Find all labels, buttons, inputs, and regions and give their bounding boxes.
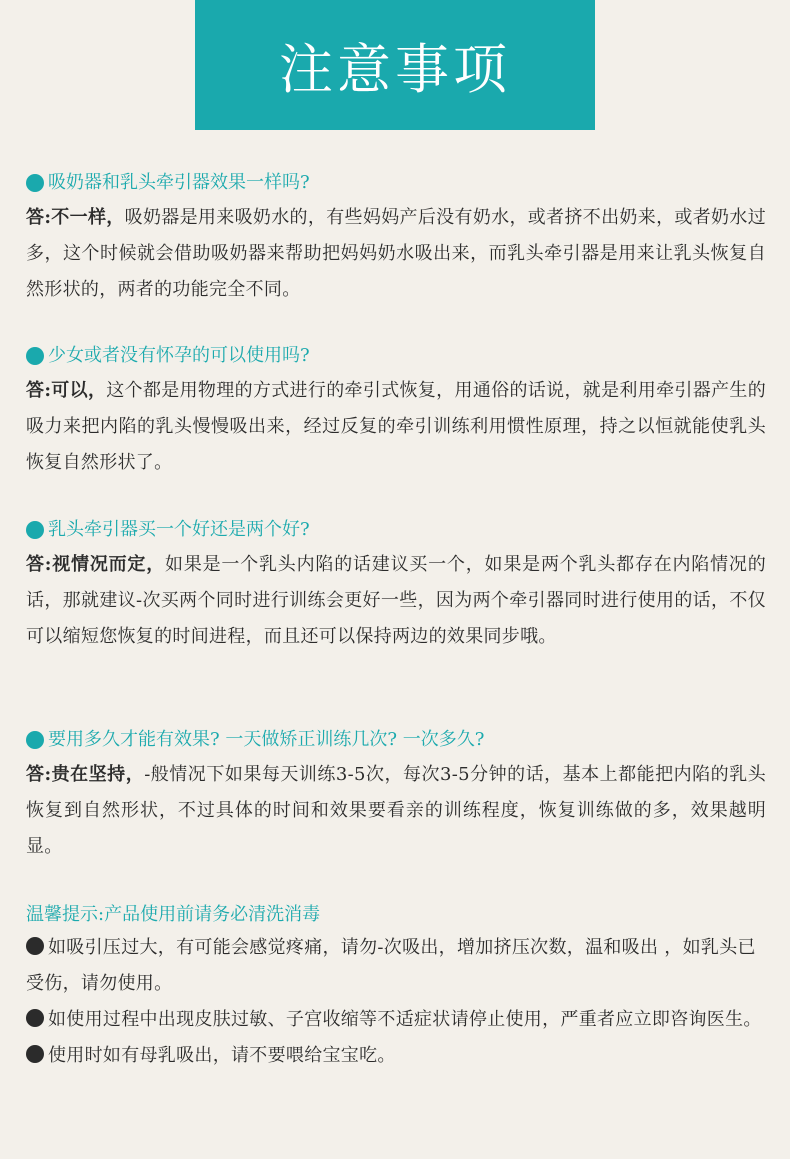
faq-answer	[26, 373, 766, 481]
answer-body: 这个都是用物理的方式进行的牵引式恢复，用通俗的话说，就是利用牵引器产生的吸力来把内陷的乳头慢慢吸出来，经过反复的牵引训练利用惯性原理，持之以恒就能使乳头恢复自然形状了。	[26, 380, 767, 473]
faq-question	[26, 170, 766, 196]
answer-label: 答:	[26, 207, 52, 228]
answer-lead: 不一样，	[51, 207, 125, 228]
tips-title: 温馨提示:产品使用前请务必清洗消毒	[26, 904, 321, 925]
bullet-dot-icon	[26, 347, 44, 365]
faq-item	[26, 343, 766, 481]
page-title: 注意事项	[279, 37, 511, 101]
tip-item	[26, 1002, 766, 1038]
faq-item	[26, 517, 766, 655]
bullet-dot-icon	[26, 174, 44, 192]
bullet-dot-icon	[26, 1009, 44, 1027]
question-text: 乳头牵引器买一个好还是两个好?	[48, 519, 310, 540]
answer-body: 吸奶器是用来吸奶水的，有些妈妈产后没有奶水，或者挤不出奶来，或者奶水过多，这个时候就会借助吸奶器来帮助把妈妈奶水吸出来，而乳头牵引器是用来让乳头恢复自然形状的，两者的功能完全不同。	[26, 207, 767, 300]
bullet-dot-icon	[26, 521, 44, 539]
bullet-dot-icon	[26, 1045, 44, 1063]
answer-body: 如果是一个乳头内陷的话建议买一个，如果是两个乳头都存在内陷情况的话，那就建议-次买两个同时进行训练会更好一些，因为两个牵引器同时进行使用的话，不仅可以缩短您恢复的时间进程，而且还可以保持两边的效果同步哦。	[26, 554, 766, 647]
faq-item	[26, 170, 766, 308]
answer-label: 答:	[26, 380, 52, 401]
answer-lead: 贵在坚持，	[51, 764, 145, 785]
answer-label: 答:	[26, 554, 52, 575]
faq-answer	[26, 200, 766, 308]
answer-label: 答:	[26, 764, 52, 785]
question-text: 吸奶器和乳头牵引器效果一样吗?	[48, 172, 310, 193]
tips-section	[26, 900, 766, 1074]
answer-lead: 可以，	[51, 380, 107, 401]
question-text: 少女或者没有怀孕的可以使用吗?	[48, 345, 310, 366]
bullet-dot-icon	[26, 937, 44, 955]
bullet-dot-icon	[26, 731, 44, 749]
tip-text: 如吸引压过大，有可能会感觉疼痛，请勿-次吸出，增加挤压次数，温和吸出 ，如乳头已受伤，请勿使用。	[26, 937, 756, 994]
answer-lead: 视情况而定，	[51, 554, 166, 575]
faq-answer	[26, 547, 766, 655]
faq-question	[26, 343, 766, 369]
tip-text: 使用时如有母乳吸出，请不要喂给宝宝吃。	[48, 1045, 396, 1066]
question-text: 要用多久才能有效果? 一天做矫正训练几次? 一次多久?	[48, 729, 485, 750]
title-banner	[195, 0, 595, 130]
faq-question	[26, 727, 766, 753]
tip-item	[26, 1038, 766, 1074]
answer-body: -般情况下如果每天训练3-5次，每次3-5分钟的话，基本上都能把内陷的乳头恢复到自然形状，不过具体的时间和效果要看亲的训练程度，恢复训练做的多，效果越明显。	[26, 764, 766, 857]
faq-item	[26, 727, 766, 865]
faq-question	[26, 517, 766, 543]
tip-text: 如使用过程中出现皮肤过敏、子宫收缩等不适症状请停止使用，严重者应立即咨询医生。	[48, 1009, 762, 1030]
tip-item	[26, 930, 766, 1002]
faq-answer	[26, 757, 766, 865]
